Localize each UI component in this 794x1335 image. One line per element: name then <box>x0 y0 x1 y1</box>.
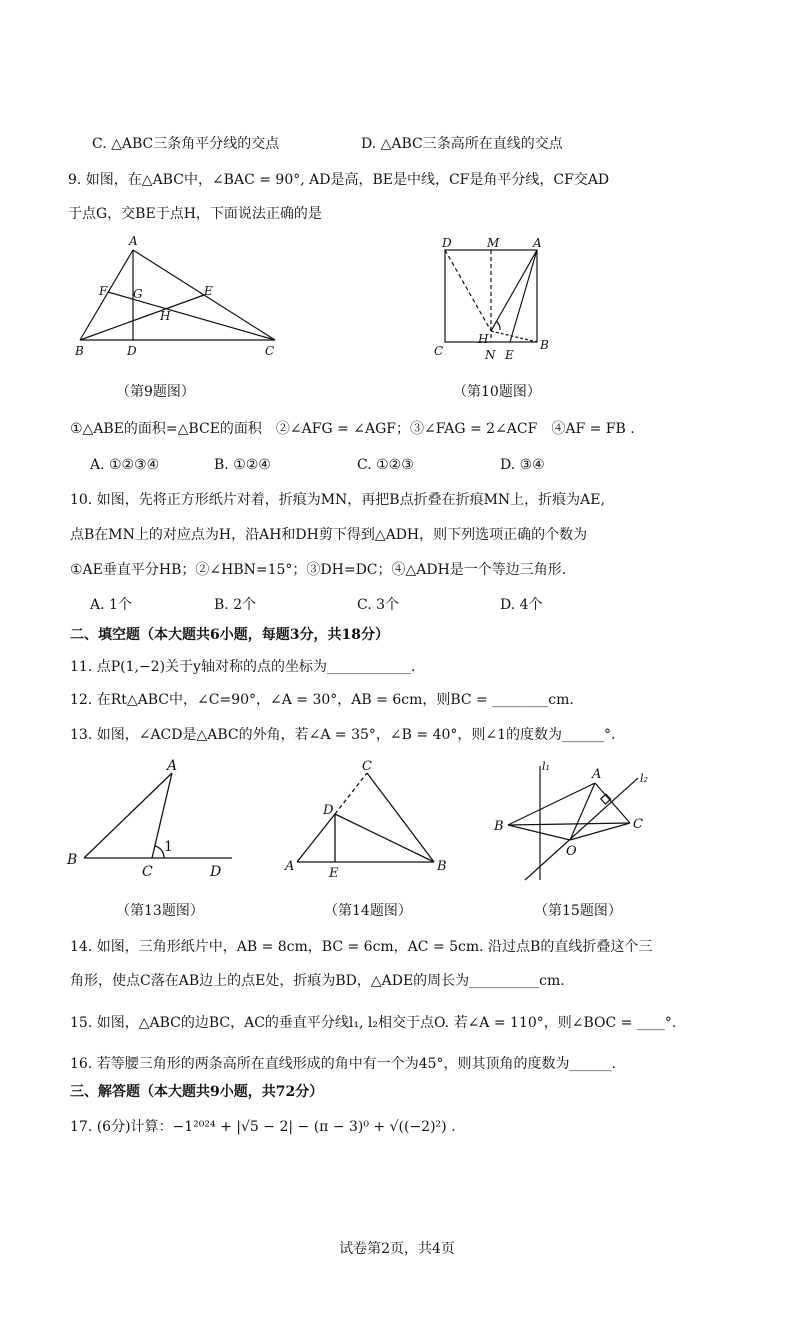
fig15-segment-bo <box>508 825 570 840</box>
page-footer: 试卷第2页，共4页 <box>339 1241 455 1257</box>
q10-option-d: D. 4个 <box>500 597 543 613</box>
q17-text: 17. (6分)计算：−1²⁰²⁴ + |√5 − 2| − (π − 3)⁰ + √((−2)²) . <box>70 1119 456 1135</box>
q9-option-c: C. ①②③ <box>357 457 414 473</box>
fig14-label-b: B <box>437 859 447 874</box>
figure-15 <box>490 758 665 883</box>
fig15-segment-ao <box>570 783 595 840</box>
fig9-label-b: B <box>75 344 84 358</box>
q9-statements: ①△ABE的面积=△BCE的面积 ②∠AFG = ∠AGF；③∠FAG = 2∠ACF ④AF = FB . <box>70 421 635 437</box>
fig10-label-b: B <box>540 338 549 352</box>
fig9-caption: （第9题图） <box>116 384 195 400</box>
fig9-label-f: F <box>99 284 108 298</box>
fig14-side-dc <box>335 773 367 814</box>
q14-text-line1: 14. 如图，三角形纸片中，AB = 8cm，BC = 6cm，AC = 5cm. 沿过点B的直线折叠这个三 <box>70 939 653 955</box>
q10-option-c: C. 3个 <box>357 597 400 613</box>
q16-text: 16. 若等腰三角形的两条高所在直线形成的角中有一个为45°，则其顶角的度数为______. <box>70 1056 616 1072</box>
fig15-label-c: C <box>633 817 643 832</box>
fig9-label-d: D <box>127 344 137 358</box>
fig14-label-a: A <box>285 859 295 874</box>
q12-text: 12. 在Rt△ABC中，∠C=90°，∠A = 30°，AB = 6cm，则BC = ________cm. <box>70 692 574 708</box>
fig9-label-g: G <box>133 287 143 301</box>
q9-text-line1: 9. 如图，在△ABC中，∠BAC = 90°, AD是高，BE是中线，CF是角平分线，CF交AD <box>68 172 610 188</box>
fig10-label-n: N <box>485 348 496 362</box>
fig9-label-e: E <box>204 284 213 298</box>
fig10-cut-dh <box>445 250 491 331</box>
fig15-label-l1: l₁ <box>542 760 550 773</box>
q9-text-line2: 于点G，交BE于点H，下面说法正确的是 <box>68 206 322 222</box>
fig10-label-c: C <box>434 344 444 358</box>
fig10-label-e: E <box>505 348 514 362</box>
fig14-label-d: D <box>323 803 334 818</box>
fig13-label-a: A <box>167 758 178 774</box>
fig15-side-ba <box>508 783 595 825</box>
figure-14 <box>282 758 457 883</box>
figure-10 <box>420 235 570 365</box>
fig9-label-h: H <box>160 309 171 323</box>
fig13-label-d: D <box>210 864 222 880</box>
fig10-label-h: H <box>478 332 489 346</box>
fig13-angle-1-mark <box>155 846 164 858</box>
fig10-label-m: M <box>487 236 500 250</box>
fig13-label-c: C <box>142 864 153 880</box>
fig15-label-o: O <box>566 844 577 859</box>
q10-text-line2: 点B在MN上的对应点为H，沿AH和DH剪下得到△ADH，则下列选项正确的个数为 <box>70 527 588 543</box>
section-fill-in-heading: 二、填空题（本大题共6小题，每题3分，共18分） <box>70 627 389 643</box>
figure-9 <box>70 235 290 365</box>
q10-option-a: A. 1个 <box>90 597 132 613</box>
section-answer-heading: 三、解答题（本大题共9小题，共72分） <box>70 1084 324 1100</box>
fig15-side-ac <box>595 783 630 823</box>
fig15-label-a: A <box>592 767 602 782</box>
figure-13 <box>64 758 239 883</box>
fig10-cut-ah <box>491 250 537 331</box>
fig13-caption: （第13题图） <box>116 903 204 919</box>
fig10-segment-hb <box>491 331 537 342</box>
fig13-label-b: B <box>67 852 78 868</box>
fig9-label-c: C <box>265 344 275 358</box>
fig15-line-l2 <box>525 778 638 880</box>
q10-option-b: B. 2个 <box>214 597 257 613</box>
fig15-label-l2: l₂ <box>640 772 648 785</box>
fig10-label-a: A <box>533 236 542 250</box>
fig10-caption: （第10题图） <box>453 384 541 400</box>
fig15-side-bc <box>508 823 630 825</box>
fig9-label-a: A <box>129 234 138 248</box>
q9-option-a: A. ①②③④ <box>90 457 160 473</box>
q10-text-line3: ①AE垂直平分HB；②∠HBN=15°；③DH=DC；④△ADH是一个等边三角形. <box>70 562 567 578</box>
q8-option-c: C. △ABC三条角平分线的交点 <box>92 136 280 152</box>
fig13-label-1: 1 <box>164 839 173 855</box>
fig10-label-d: D <box>442 236 452 250</box>
fig10-angle-mark <box>496 321 500 330</box>
fig10-crease-ae <box>510 250 537 342</box>
q9-option-b: B. ①②④ <box>214 457 271 473</box>
q15-text: 15. 如图，△ABC的边BC，AC的垂直平分线l₁, l₂相交于点O. 若∠A = 110°，则∠BOC = ____°. <box>70 1015 677 1031</box>
q14-text-line2: 角形，使点C落在AB边上的点E处，折痕为BD，△ADE的周长为__________cm. <box>70 973 565 989</box>
q9-option-d: D. ③④ <box>500 457 545 473</box>
q13-text: 13. 如图，∠ACD是△ABC的外角，若∠A = 35°，∠B = 40°，则∠1的度数为______°. <box>70 727 616 743</box>
fig15-label-b: B <box>494 819 504 834</box>
q8-option-d: D. △ABC三条高所在直线的交点 <box>361 136 563 152</box>
fig14-side-ad <box>297 814 335 862</box>
q10-text-line1: 10. 如图，先将正方形纸片对着，折痕为MN，再把B点折叠在折痕MN上，折痕为AE, <box>70 492 605 508</box>
fig14-label-c: C <box>362 759 372 774</box>
fig14-label-e: E <box>329 866 339 881</box>
fig15-caption: （第15题图） <box>534 903 622 919</box>
fig14-caption: （第14题图） <box>324 903 412 919</box>
q11-text: 11. 点P(1,−2)关于y轴对称的点的坐标为____________. <box>70 659 416 675</box>
fig14-crease-db <box>335 814 434 862</box>
fig13-side-ba <box>84 773 172 858</box>
fig14-side-cb <box>367 773 434 862</box>
